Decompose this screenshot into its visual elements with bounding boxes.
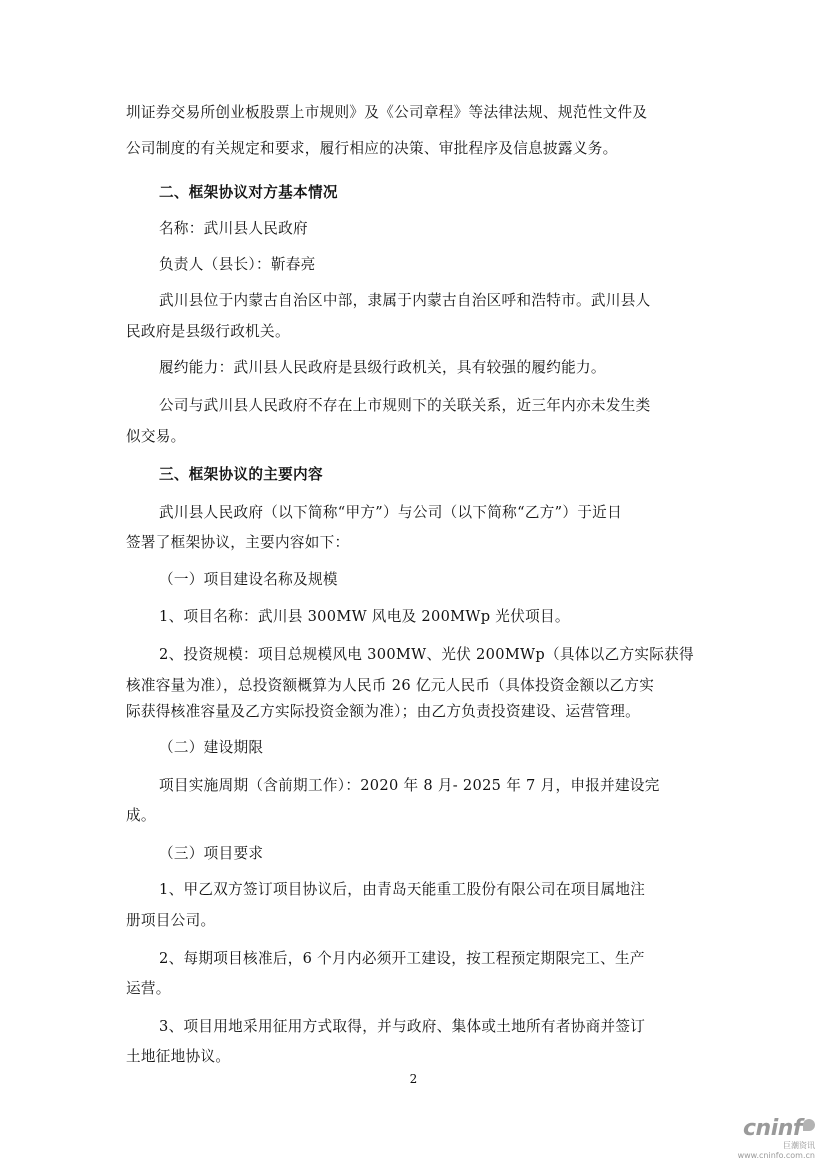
requirement-2-line-1: 2、每期项目核准后，6 个月内必须开工建设，按工程预定期限完工、生产: [159, 950, 645, 967]
subsection-1-heading: （一）项目建设名称及规模: [159, 571, 338, 588]
section-2-heading: 二、框架协议对方基本情况: [159, 184, 338, 201]
section-3-heading: 三、框架协议的主要内容: [159, 466, 323, 483]
cninfo-logo-icon: [803, 1119, 815, 1131]
location-line-2: 民政府是县级行政机关。: [126, 323, 290, 340]
location-line-1: 武川县位于内蒙古自治区中部，隶属于内蒙古自治区呼和浩特市。武川县人: [159, 292, 651, 309]
requirement-2-line-2: 运营。: [126, 980, 171, 997]
intro-line-2: 公司制度的有关规定和要求，履行相应的决策、审批程序及信息披露义务。: [126, 140, 618, 157]
requirement-1-line-1: 1、甲乙双方签订项目协议后，由青岛天能重工股份有限公司在项目属地注: [159, 881, 646, 898]
subsection-3-heading: （三）项目要求: [159, 845, 264, 862]
item-2-line-2: 核准容量为准），总投资额概算为人民币 26 亿元人民币（具体投资金额以乙方实: [126, 677, 655, 694]
intro-line-1: 圳证券交易所创业板股票上市规则》及《公司章程》等法律法规、规范性文件及: [126, 104, 648, 121]
subsection-2-heading: （二）建设期限: [159, 739, 264, 756]
item-2-line-3: 际获得核准容量及乙方实际投资金额为准）；由乙方负责投资建设、运营管理。: [126, 703, 640, 720]
requirement-3-line-2: 土地征地协议。: [126, 1048, 231, 1065]
page-number: 2: [409, 1072, 418, 1086]
period-line-2: 成。: [126, 807, 156, 824]
period-line-1: 项目实施周期（含前期工作）：2020 年 8 月- 2025 年 7 月，申报并建设完: [159, 777, 660, 794]
signing-line-2: 签署了框架协议，主要内容如下：: [126, 534, 350, 551]
cninfo-logo-text: cninf: [743, 1116, 802, 1141]
cninfo-watermark: [738, 1118, 815, 1161]
requirement-1-line-2: 册项目公司。: [126, 912, 216, 929]
relation-line-1: 公司与武川县人民政府不存在上市规则下的关联关系，近三年内亦未发生类: [159, 397, 651, 414]
counterparty-leader: 负责人（县长）：靳春亮: [159, 256, 316, 273]
counterparty-name: 名称：武川县人民政府: [159, 220, 308, 237]
cninfo-subtitle: 巨潮资讯: [783, 1141, 815, 1150]
relation-line-2: 似交易。: [126, 428, 186, 445]
cninfo-url: www.cninfo.com.cn: [737, 1151, 815, 1160]
item-1-line: 1、项目名称：武川县 300MW 风电及 200MWp 光伏项目。: [159, 608, 570, 625]
capacity-line: 履约能力：武川县人民政府是县级行政机关，具有较强的履约能力。: [159, 359, 606, 376]
requirement-3-line-1: 3、项目用地采用征用方式取得，并与政府、集体或土地所有者协商并签订: [159, 1018, 646, 1035]
cninfo-logo: [738, 1118, 815, 1140]
item-2-line-1: 2、投资规模：项目总规模风电 300MW、光伏 200MWp（具体以乙方实际获得: [159, 646, 694, 663]
signing-line-1: 武川县人民政府（以下简称“甲方”）与公司（以下简称“乙方”）于近日: [159, 504, 622, 521]
